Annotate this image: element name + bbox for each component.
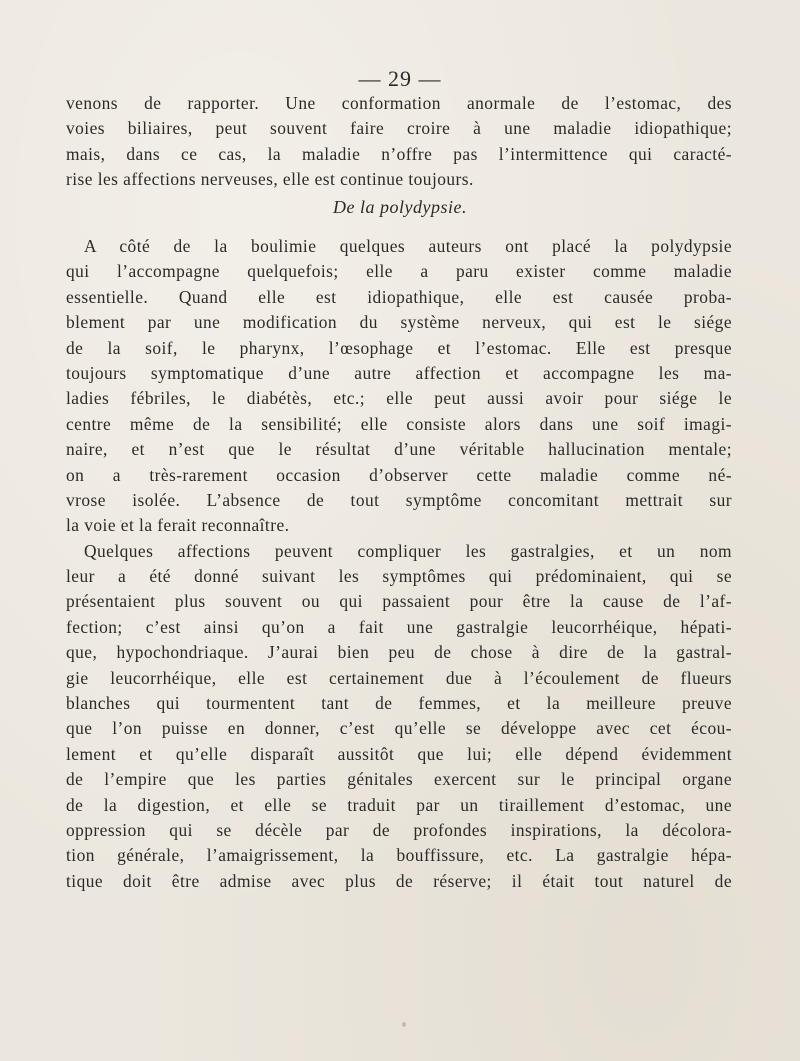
text-line: mais, dans ce cas, la maladie n’offre pas l’intermittence qui caracté- (66, 143, 732, 164)
text-line: toujours symptomatique d’une autre affection et accompagne les ma- (66, 362, 732, 383)
paper-speck (402, 1022, 406, 1027)
text-line: gie leucorrhéique, elle est certainement due à l’écoulement de flueurs (66, 667, 732, 688)
text-line: ladies fébriles, le diabétès, etc.; elle peut aussi avoir pour siége le (66, 388, 732, 409)
body-text (66, 234, 732, 894)
paper-speck (120, 520, 122, 522)
text-line: oppression qui se décèle par de profondes inspirations, la décolora- (66, 819, 732, 840)
text-line: blement par une modification du système nerveux, qui est le siége (66, 312, 732, 333)
text-line: essentielle. Quand elle est idiopathique, elle est causée proba- (66, 286, 732, 307)
paper-speck (618, 880, 620, 882)
page-number: — 29 — (358, 66, 442, 91)
text-line: lement et qu’elle disparaît aussitôt que lui; elle dépend évidemment (66, 743, 732, 764)
text-line: centre même de la sensibilité; elle consiste alors dans une soif imagi- (66, 413, 732, 434)
text-line: qui l’accompagne quelquefois; elle a paru exister comme maladie (66, 261, 732, 282)
text-line: vrose isolée. L’absence de tout symptôme concomitant mettrait sur (66, 489, 732, 510)
text-line: tique doit être admise avec plus de réserve; il était tout naturel de (66, 870, 732, 891)
text-line: venons de rapporter. Une conformation anormale de l’estomac, des (66, 93, 732, 113)
text-line: de l’empire que les parties génitales exercent sur le principal organe (66, 769, 732, 790)
text-line: naire, et n’est que le résultat d’une véritable hallucination mentale; (66, 439, 732, 460)
text-line: leur a été donné suivant les symptômes qui prédominaient, qui se (66, 566, 732, 587)
text-line: rise les affections nerveuses, elle est continue toujours. (66, 169, 474, 190)
text-line: blanches qui tourmentent tant de femmes, et la meilleure preuve (66, 693, 732, 714)
text-line: que, hypochondriaque. J’aurai bien peu de chose à dire de la gastral- (66, 642, 732, 663)
text-line: A côté de la boulimie quelques auteurs ont placé la polydypsie (84, 236, 732, 256)
text-line: de la digestion, et elle se traduit par un tiraillement d’estomac, une (66, 794, 732, 815)
text-line: voies biliaires, peut souvent faire croire à une maladie idiopathique; (66, 118, 732, 139)
text-line: que l’on puisse en donner, c’est qu’elle se développe avec cet écou- (66, 718, 732, 739)
text-line: de la soif, le pharynx, l’œsophage et l’estomac. Elle est presque (66, 337, 732, 358)
text-line: la voie et la ferait reconnaître. (66, 515, 290, 536)
paragraph-continuation (66, 91, 732, 193)
text-line: fection; c’est ainsi qu’on a fait une gastralgie leucorrhéique, hépati- (66, 616, 732, 637)
text-line: on a très-rarement occasion d’observer cette maladie comme né- (66, 464, 732, 485)
text-line: tion générale, l’amaigrissement, la bouffissure, etc. La gastralgie hépa- (66, 845, 732, 866)
section-heading: De la polydypsie. (333, 197, 467, 217)
text-line: Quelques affections peuvent compliquer les gastralgies, et un nom (84, 540, 732, 561)
text-line: présentaient plus souvent ou qui passaient pour être la cause de l’af- (66, 591, 732, 612)
